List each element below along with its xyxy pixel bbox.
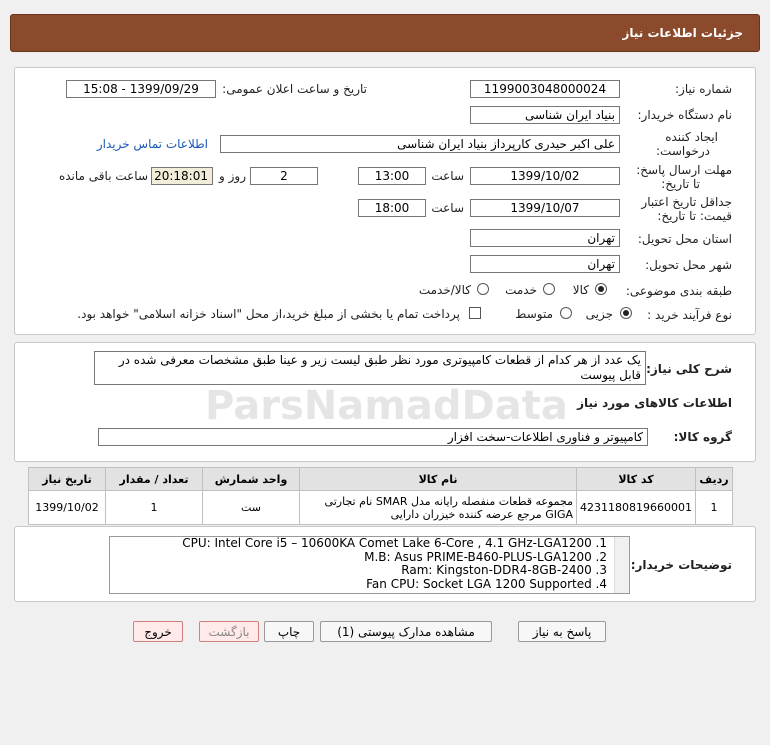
cell-row-number: 1 bbox=[696, 491, 733, 525]
buyer-notes-line: M.B: Asus PRIME-B460-PLUS-LGA1200 .2 bbox=[364, 549, 607, 564]
creator-label-line2: درخواست: bbox=[656, 144, 710, 158]
buyer-notes-label: توضیحات خریدار: bbox=[630, 558, 732, 572]
validity-date-field: 1399/10/07 bbox=[470, 199, 620, 217]
validity-label-line1: جداقل تاریخ اعتبار bbox=[641, 195, 732, 209]
category-option-goods: کالا bbox=[572, 283, 589, 297]
announce-field: 1399/09/29 - 15:08 bbox=[66, 80, 216, 98]
description-label: شرح کلی نیاز: bbox=[646, 362, 732, 376]
validity-time-field: 18:00 bbox=[358, 199, 426, 217]
buyer-org-field: بنیاد ایران شناسی bbox=[470, 106, 620, 124]
exit-button[interactable]: خروج bbox=[133, 621, 183, 642]
col-header-name: نام کالا bbox=[300, 468, 577, 491]
province-field: تهران bbox=[470, 229, 620, 247]
validity-time-label: ساعت bbox=[431, 201, 464, 215]
watermark-brand: ParsNamadData bbox=[205, 383, 568, 429]
city-field: تهران bbox=[470, 255, 620, 273]
back-button[interactable]: بازگشت bbox=[199, 621, 259, 642]
cell-unit: ست bbox=[203, 491, 300, 525]
validity-label-line2: قیمت: تا تاریخ: bbox=[657, 209, 732, 223]
buyer-notes-line: Ram: Kingston-DDR4-8GB-2400 .3 bbox=[401, 563, 607, 578]
process-radio-minor[interactable] bbox=[620, 307, 632, 319]
goods-section-title: اطلاعات کالاهای مورد نیاز bbox=[577, 396, 732, 410]
buyer-notes-line: Fan CPU: Socket LGA 1200 Supported .4 bbox=[366, 576, 607, 591]
category-radio-goods-service[interactable] bbox=[477, 283, 489, 295]
cell-date: 1399/10/02 bbox=[29, 491, 106, 525]
reply-button[interactable]: پاسخ به نیاز bbox=[518, 621, 606, 642]
goods-group-field: کامپیوتر و فناوری اطلاعات-سخت افزار bbox=[98, 428, 648, 446]
buyer-contact-link[interactable]: اطلاعات تماس خریدار bbox=[96, 137, 208, 151]
category-option-goods-service: کالا/خدمت bbox=[418, 283, 471, 297]
table-row bbox=[29, 491, 733, 525]
process-option-minor: جزیی bbox=[585, 307, 613, 321]
cell-name: مجموعه قطعات منفصله رایانه مدل SMAR نام تجارتی GIGA مرجع عرضه کننده خیزران دارایی bbox=[300, 491, 577, 525]
description-field: یک عدد از هر کدام از قطعات کامپیوتری مورد نظر طبق لیست زیر و عینا طبق مشخصات معرفی شده در قابل پیوست bbox=[94, 351, 646, 385]
creator-field: علی اکبر حیدری کارپرداز بنیاد ایران شناسی bbox=[220, 135, 620, 153]
category-option-service: خدمت bbox=[505, 283, 537, 297]
deadline-time-label: ساعت bbox=[431, 169, 464, 183]
deadline-time-field: 13:00 bbox=[358, 167, 426, 185]
remaining-time-label: ساعت باقی مانده bbox=[58, 169, 148, 183]
deadline-label-line1: مهلت ارسال پاسخ: bbox=[636, 163, 732, 177]
buyer-notes-line: CPU: Intel Core i5 – 10600KA Comet Lake 6-Core , 4.1 GHz-LGA1200 .1 bbox=[182, 536, 607, 550]
notes-scrollbar[interactable] bbox=[614, 537, 629, 593]
treasury-checkbox-label: پرداخت تمام یا بخشی از مبلغ خرید،از محل "اسناد خزانه اسلامی" خواهد بود. bbox=[77, 307, 460, 321]
col-header-qty: تعداد / مقدار bbox=[106, 468, 203, 491]
province-label: استان محل تحویل: bbox=[637, 232, 732, 246]
page-header bbox=[10, 14, 760, 52]
deadline-date-field: 1399/10/02 bbox=[470, 167, 620, 185]
col-header-date: تاریخ نیاز bbox=[29, 468, 106, 491]
buyer-org-label: نام دستگاه خریدار: bbox=[637, 108, 732, 122]
process-option-medium: متوسط bbox=[515, 307, 553, 321]
process-radio-medium[interactable] bbox=[560, 307, 572, 319]
page-title: جزئیات اطلاعات نیاز bbox=[622, 26, 743, 40]
remaining-time-field: 20:18:01 bbox=[151, 167, 213, 185]
category-label: طبقه بندی موضوعی: bbox=[625, 284, 732, 298]
col-header-row-number: ردیف bbox=[696, 468, 733, 491]
table-header-row bbox=[29, 468, 733, 491]
view-attachments-button[interactable]: مشاهده مدارک پیوستی (1) bbox=[320, 621, 492, 642]
category-radio-goods[interactable] bbox=[595, 283, 607, 295]
announce-label: تاریخ و ساعت اعلان عمومی: bbox=[222, 82, 367, 96]
buyer-notes-box[interactable] bbox=[109, 536, 630, 594]
need-number-label: شماره نیاز: bbox=[675, 82, 732, 96]
treasury-checkbox[interactable] bbox=[469, 307, 481, 319]
cell-code: 4231180819660001 bbox=[577, 491, 696, 525]
deadline-days-field: 2 bbox=[250, 167, 318, 185]
need-number-field: 1199003048000024 bbox=[470, 80, 620, 98]
city-label: شهر محل تحویل: bbox=[645, 258, 732, 272]
cell-qty: 1 bbox=[106, 491, 203, 525]
category-radio-service[interactable] bbox=[543, 283, 555, 295]
col-header-unit: واحد شمارش bbox=[203, 468, 300, 491]
col-header-code: کد کالا bbox=[577, 468, 696, 491]
deadline-label-line2: تا تاریخ: bbox=[661, 177, 700, 191]
goods-table bbox=[28, 467, 733, 525]
goods-group-label: گروه کالا: bbox=[673, 430, 732, 444]
creator-label-line1: ایجاد کننده bbox=[665, 130, 718, 144]
print-button[interactable]: چاپ bbox=[264, 621, 314, 642]
deadline-days-label: روز و bbox=[219, 169, 246, 183]
process-label: نوع فرآیند خرید : bbox=[647, 308, 732, 322]
